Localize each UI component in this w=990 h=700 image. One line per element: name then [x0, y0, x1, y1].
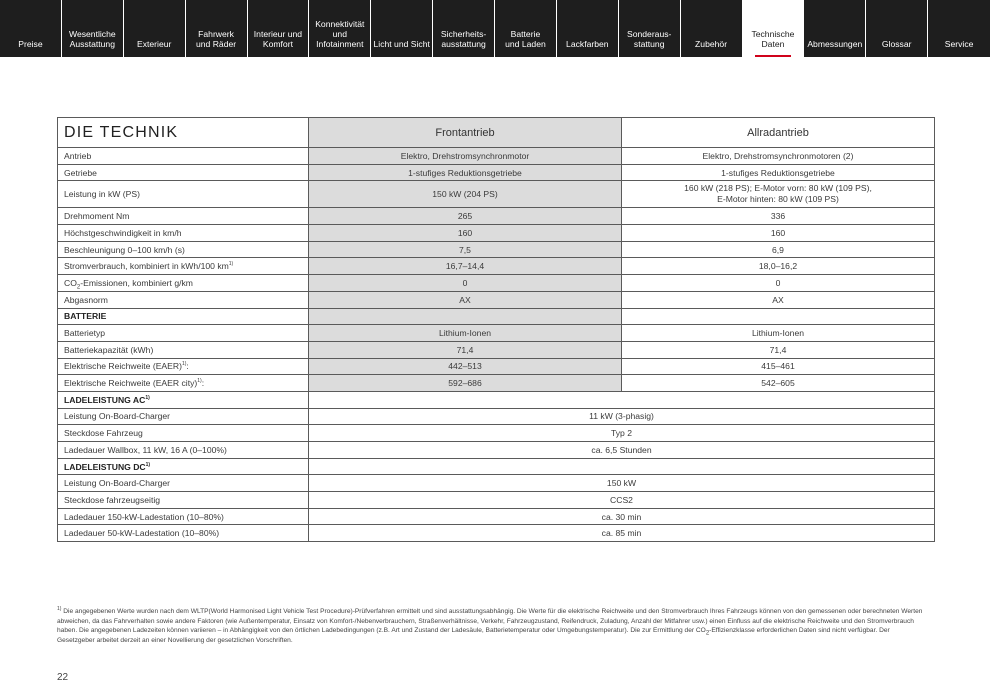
footnote — [57, 607, 927, 645]
value-front: 592–686 — [309, 375, 622, 392]
section-heading-text: LADELEISTUNG AC — [64, 394, 146, 405]
value-all: 415–461 — [622, 358, 935, 375]
value-all: AX — [622, 291, 935, 308]
section-heading-dc — [58, 458, 309, 475]
empty-cell — [309, 391, 935, 408]
table-row — [58, 325, 935, 342]
empty-cell — [622, 308, 935, 325]
row-label-text: Elektrische Reichweite (EAER) — [64, 361, 182, 372]
row-label: Abgasnorm — [58, 291, 309, 308]
footnote-ref: 1) — [145, 461, 151, 468]
empty-cell — [309, 458, 935, 475]
value-front: Elektro, Drehstromsynchronmotor — [309, 148, 622, 165]
row-label-text: Stromverbrauch, kombiniert in kWh/100 km — [64, 261, 229, 272]
section-row — [58, 458, 935, 475]
table-row — [58, 241, 935, 258]
row-label — [58, 375, 309, 392]
value-all-line-1: 160 kW (218 PS); E-Motor vorn: 80 kW (109 PS), — [684, 183, 872, 194]
section-row — [58, 308, 935, 325]
value-front: 7,5 — [309, 241, 622, 258]
table-header-row — [58, 118, 935, 148]
table-row — [58, 164, 935, 181]
page-number: 22 — [57, 672, 69, 683]
nav-tab-technische-daten[interactable]: Technische Daten — [743, 0, 805, 57]
value-all: Elektro, Drehstromsynchronmotoren (2) — [622, 148, 935, 165]
row-label: Leistung On-Board-Charger — [58, 408, 309, 425]
nav-tab-preise[interactable]: Preise — [0, 0, 62, 57]
row-label-text: CO — [64, 277, 77, 288]
table-row — [58, 208, 935, 225]
table-row — [58, 181, 935, 208]
row-label: Getriebe — [58, 164, 309, 181]
row-label — [58, 358, 309, 375]
value-shared: CCS2 — [309, 492, 935, 509]
technical-data-table — [57, 117, 935, 542]
footnote-ref: 1) — [181, 361, 187, 368]
row-label: Leistung On-Board-Charger — [58, 475, 309, 492]
value-front: 1-stufiges Reduktionsgetriebe — [309, 164, 622, 181]
table-row — [58, 475, 935, 492]
column-header-allradantrieb: Allradantrieb — [622, 118, 935, 148]
table-title: DIE TECHNIK — [58, 118, 309, 148]
section-heading-text: LADELEISTUNG DC — [64, 461, 146, 472]
value-front: 160 — [309, 225, 622, 242]
nav-tab-zubehoer[interactable]: Zubehör — [681, 0, 743, 57]
row-label: Leistung in kW (PS) — [58, 181, 309, 208]
value-front: 0 — [309, 275, 622, 292]
section-row — [58, 391, 935, 408]
footnote-text-end: -Effizienzklasse erforderlichen Daten sind nicht verfügbar. Der Gesetzgeber arbeitet derzeit an einer Novellierung der gesetzlichen Vorschriften. — [57, 627, 890, 644]
row-label-text: -Emissionen, kombiniert g/km — [80, 277, 193, 288]
section-heading-ac — [58, 391, 309, 408]
nav-tab-glossar[interactable]: Glossar — [866, 0, 928, 57]
value-front: 71,4 — [309, 341, 622, 358]
value-shared: ca. 6,5 Stunden — [309, 442, 935, 459]
value-shared: Typ 2 — [309, 425, 935, 442]
table-row — [58, 492, 935, 509]
value-all: 542–605 — [622, 375, 935, 392]
subscript: 2 — [76, 284, 81, 291]
value-all: 18,0–16,2 — [622, 258, 935, 275]
nav-tab-fahrwerk[interactable]: Fahrwerk und Räder — [186, 0, 248, 57]
row-label-text: Elektrische Reichweite (EAER city) — [64, 378, 198, 389]
table-row — [58, 408, 935, 425]
value-all: Lithium-Ionen — [622, 325, 935, 342]
nav-tab-batterie-und-laden[interactable]: Batterie und Laden — [495, 0, 557, 57]
value-all: 71,4 — [622, 341, 935, 358]
value-front: 16,7–14,4 — [309, 258, 622, 275]
table-row — [58, 341, 935, 358]
row-label: Drehmoment Nm — [58, 208, 309, 225]
top-navigation — [0, 0, 990, 57]
value-all: 6,9 — [622, 241, 935, 258]
table-row — [58, 375, 935, 392]
table-row — [58, 148, 935, 165]
table-row — [58, 258, 935, 275]
nav-tab-sonderausstattung[interactable]: Sonderaus- stattung — [619, 0, 681, 57]
label-suffix: : — [186, 361, 189, 372]
table-row — [58, 525, 935, 542]
value-front: Lithium-Ionen — [309, 325, 622, 342]
row-label: Steckdose Fahrzeug — [58, 425, 309, 442]
row-label: Steckdose fahrzeugseitig — [58, 492, 309, 509]
table-row — [58, 291, 935, 308]
value-shared: 11 kW (3-phasig) — [309, 408, 935, 425]
value-all-line-2: E-Motor hinten: 80 kW (109 PS) — [717, 194, 839, 205]
footnote-ref: 1) — [197, 378, 202, 385]
nav-tab-exterieur[interactable]: Exterieur — [124, 0, 186, 57]
row-label: Antrieb — [58, 148, 309, 165]
row-label: Ladedauer 50-kW-Ladestation (10–80%) — [58, 525, 309, 542]
value-front: AX — [309, 291, 622, 308]
nav-tab-lackfarben[interactable]: Lackfarben — [557, 0, 619, 57]
footnote-ref: 1) — [228, 261, 234, 268]
nav-tab-konnektivitaet[interactable]: Konnektivität und Infotainment — [309, 0, 371, 57]
row-label — [58, 275, 309, 292]
value-front: 442–513 — [309, 358, 622, 375]
label-suffix: : — [201, 378, 205, 389]
empty-cell — [309, 308, 622, 325]
table-row — [58, 225, 935, 242]
value-front: 265 — [309, 208, 622, 225]
footnote-text: Die angegebenen Werte wurden nach dem WLTP(World Harmonised Light Vehicle Test Procedure)-Prüfverfahren ermittelt und sind ausstattungsabhängig. Die Werte für die elektrische Reichweite und den Stromverbrauch Ihres Fahrzeugs können von den gemessenen oder berechneten Werten abweichen, da das Fahrverhalten sowie andere Faktoren (wie Außentemperatur, Einsatz von Komfort-/Nebenverbrauchern, Straßenverhältnisse, Verkehr, Fahrzeugzustand, Reifendruck, Zuladung, Anzahl der Mitfahrer usw.) einen Einfluss auf die elektrische Reichweite und den Stromverbrauch haben. Die angegebenen Ladezeiten können variieren – in Abhängigkeit von den örtlichen Ladebedingungen (z.B. Art und Zustand der Ladesäule, Batterietemperatur oder Umgebungstemperatur). Die zur Ermittlung der CO — [57, 608, 923, 635]
table-row — [58, 358, 935, 375]
nav-tab-interieur[interactable]: Interieur und Komfort — [248, 0, 310, 57]
section-heading-batterie: BATTERIE — [58, 308, 309, 325]
value-all: 160 — [622, 225, 935, 242]
row-label: Ladedauer Wallbox, 11 kW, 16 A (0–100%) — [58, 442, 309, 459]
nav-tab-licht-und-sicht[interactable]: Licht und Sicht — [371, 0, 433, 57]
value-all — [622, 181, 935, 208]
value-shared: ca. 30 min — [309, 508, 935, 525]
value-shared: 150 kW — [309, 475, 935, 492]
footnote-ref: 1) — [145, 394, 150, 401]
value-all: 1-stufiges Reduktionsgetriebe — [622, 164, 935, 181]
value-all: 0 — [622, 275, 935, 292]
table-row — [58, 425, 935, 442]
value-shared: ca. 85 min — [309, 525, 935, 542]
nav-tab-wesentliche-ausstattung[interactable]: Wesentliche Ausstattung — [62, 0, 124, 57]
table-row — [58, 275, 935, 292]
value-all: 336 — [622, 208, 935, 225]
nav-tab-abmessungen[interactable]: Abmessungen — [804, 0, 866, 57]
column-header-frontantrieb: Frontantrieb — [309, 118, 622, 148]
value-front: 150 kW (204 PS) — [309, 181, 622, 208]
row-label: Höchstgeschwindigkeit in km/h — [58, 225, 309, 242]
row-label: Batteriekapazität (kWh) — [58, 341, 309, 358]
row-label: Beschleunigung 0–100 km/h (s) — [58, 241, 309, 258]
nav-tab-service[interactable]: Service — [928, 0, 990, 57]
row-label — [58, 258, 309, 275]
subscript: 2 — [705, 630, 710, 637]
row-label: Ladedauer 150-kW-Ladestation (10–80%) — [58, 508, 309, 525]
table-row — [58, 442, 935, 459]
row-label: Batterietyp — [58, 325, 309, 342]
footnote-marker: 1) — [57, 605, 62, 612]
nav-tab-sicherheitsausstattung[interactable]: Sicherheits- ausstattung — [433, 0, 495, 57]
table-row — [58, 508, 935, 525]
